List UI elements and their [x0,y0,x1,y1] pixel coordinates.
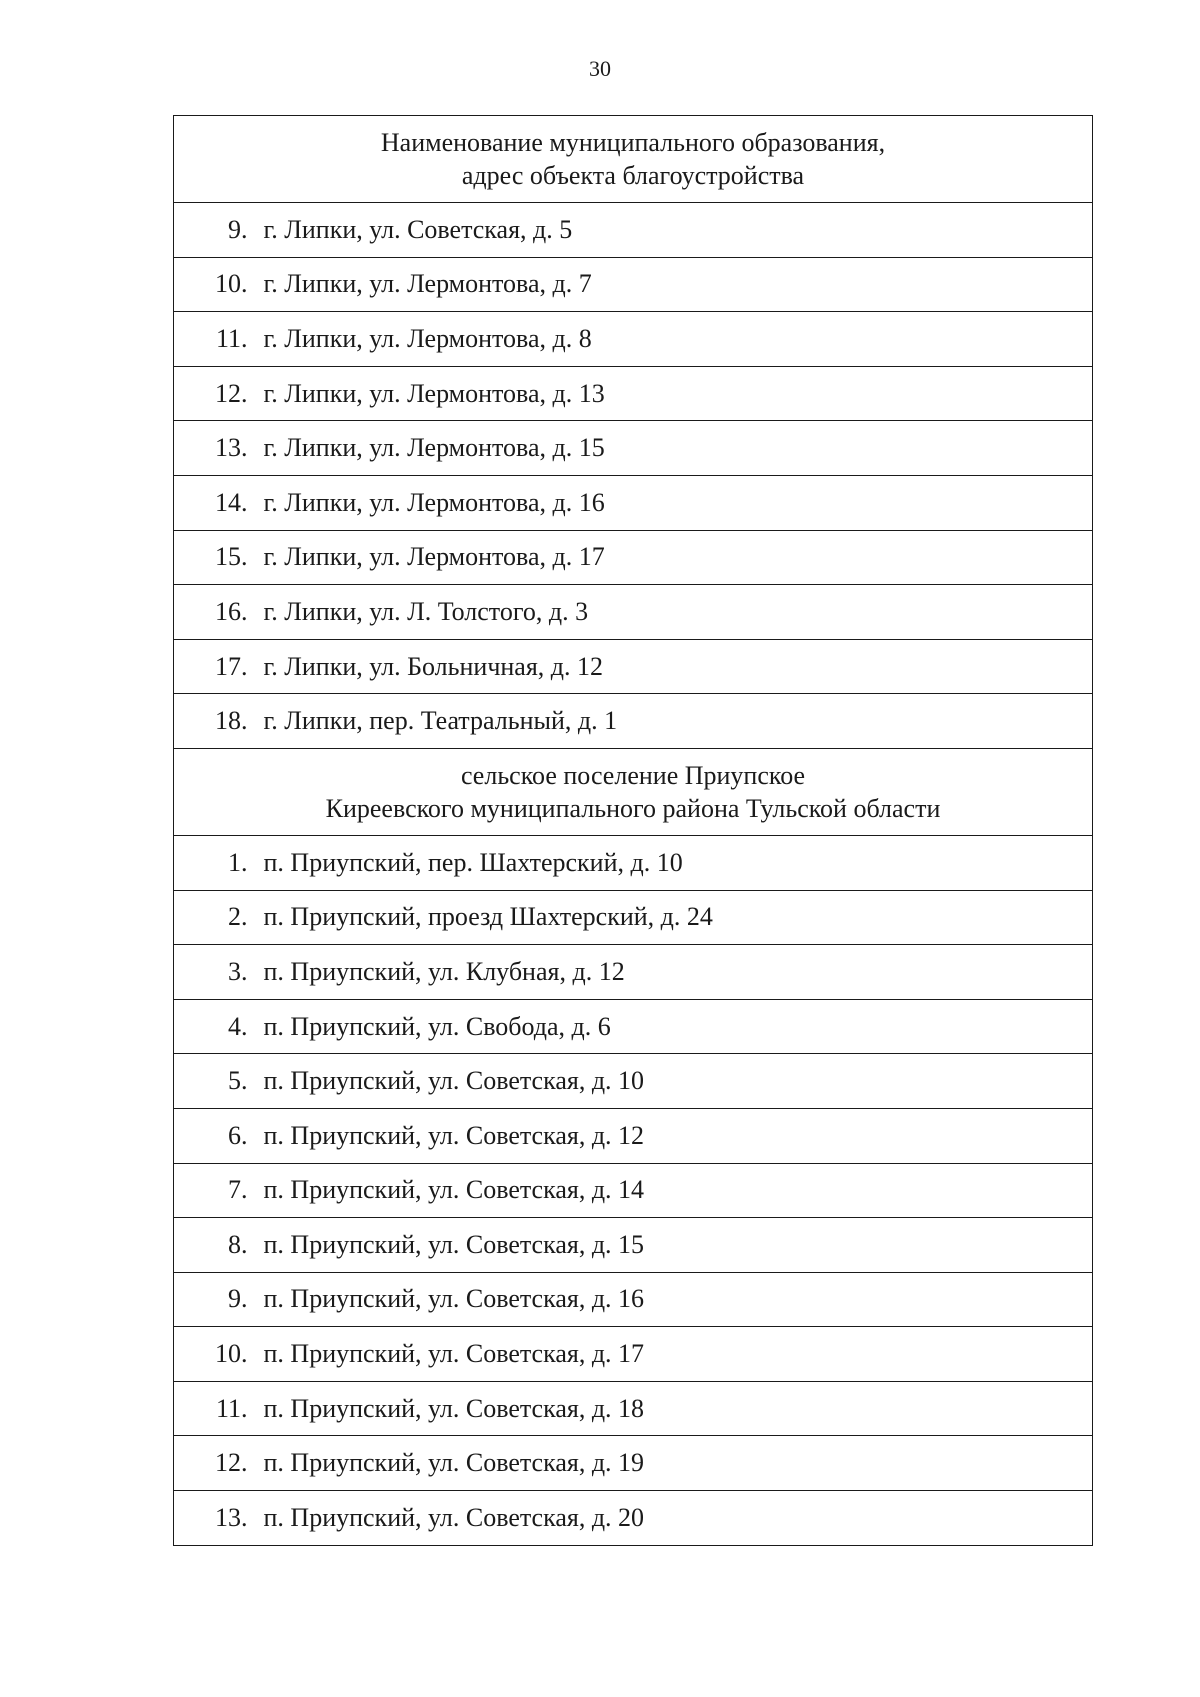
table-row [174,835,1093,890]
row-number: 8. [174,1218,262,1273]
row-number: 9. [174,1272,262,1327]
row-address: п. Приупский, ул. Клубная, д. 12 [262,945,1093,1000]
row-address: г. Липки, ул. Лермонтова, д. 15 [262,421,1093,476]
row-number: 15. [174,530,262,585]
table-header-cell [174,116,1093,203]
section-title-line-1: сельское поселение Приупское [460,760,806,790]
table-row [174,999,1093,1054]
row-address: г. Липки, ул. Лермонтова, д. 16 [262,475,1093,530]
table-row [174,1327,1093,1382]
row-address: г. Липки, ул. Лермонтова, д. 8 [262,312,1093,367]
row-number: 4. [174,999,262,1054]
row-address: п. Приупский, пер. Шахтерский, д. 10 [262,835,1093,890]
row-number: 14. [174,475,262,530]
row-address: п. Приупский, ул. Советская, д. 17 [262,1327,1093,1382]
row-number: 18. [174,694,262,749]
row-address: г. Липки, ул. Лермонтова, д. 7 [262,257,1093,312]
table-row [174,1108,1093,1163]
page-number: 30 [589,56,611,81]
row-address: п. Приупский, ул. Свобода, д. 6 [262,999,1093,1054]
table-header-row [174,116,1093,203]
row-address: п. Приупский, ул. Советская, д. 16 [262,1272,1093,1327]
row-address: п. Приупский, ул. Советская, д. 19 [262,1436,1093,1491]
row-address: г. Липки, ул. Больничная, д. 12 [262,639,1093,694]
row-address: п. Приупский, ул. Советская, д. 14 [262,1163,1093,1218]
row-address: п. Приупский, ул. Советская, д. 12 [262,1108,1093,1163]
row-address: п. Приупский, ул. Советская, д. 20 [262,1491,1093,1546]
table-row [174,257,1093,312]
row-number: 10. [174,1327,262,1382]
row-number: 13. [174,1491,262,1546]
row-address: п. Приупский, ул. Советская, д. 10 [262,1054,1093,1109]
section-title-line-2: Киреевского муниципального района Тульской области [325,793,941,823]
table-row [174,1163,1093,1218]
row-number: 2. [174,890,262,945]
address-table [173,115,1093,1546]
section-title-row [174,748,1093,835]
row-address: г. Липки, ул. Л. Толстого, д. 3 [262,585,1093,640]
row-number: 16. [174,585,262,640]
header-line-1: Наименование муниципального образования, [380,128,886,157]
table-row [174,530,1093,585]
row-address: г. Липки, ул. Советская, д. 5 [262,203,1093,258]
row-number: 11. [174,1381,262,1436]
row-number: 9. [174,203,262,258]
row-number: 6. [174,1108,262,1163]
section-title-cell [174,748,1093,835]
row-number: 12. [174,1436,262,1491]
row-number: 7. [174,1163,262,1218]
table-row [174,1491,1093,1546]
row-address: г. Липки, ул. Лермонтова, д. 17 [262,530,1093,585]
row-number: 3. [174,945,262,1000]
row-address: п. Приупский, проезд Шахтерский, д. 24 [262,890,1093,945]
table-row [174,890,1093,945]
table-row [174,585,1093,640]
table-row [174,366,1093,421]
row-address: п. Приупский, ул. Советская, д. 18 [262,1381,1093,1436]
table-row [174,203,1093,258]
row-number: 1. [174,835,262,890]
row-address: г. Липки, ул. Лермонтова, д. 13 [262,366,1093,421]
row-number: 11. [174,312,262,367]
row-address: г. Липки, пер. Театральный, д. 1 [262,694,1093,749]
row-number: 10. [174,257,262,312]
row-number: 12. [174,366,262,421]
table-row [174,475,1093,530]
header-line-2: адрес объекта благоустройства [461,161,805,190]
table-row [174,1218,1093,1273]
table-row [174,639,1093,694]
table-row [174,312,1093,367]
row-address: п. Приупский, ул. Советская, д. 15 [262,1218,1093,1273]
table-row [174,945,1093,1000]
table-row [174,694,1093,749]
table-row [174,1436,1093,1491]
table-row [174,1272,1093,1327]
row-number: 13. [174,421,262,476]
table-row [174,421,1093,476]
table-row [174,1381,1093,1436]
row-number: 5. [174,1054,262,1109]
table-row [174,1054,1093,1109]
row-number: 17. [174,639,262,694]
